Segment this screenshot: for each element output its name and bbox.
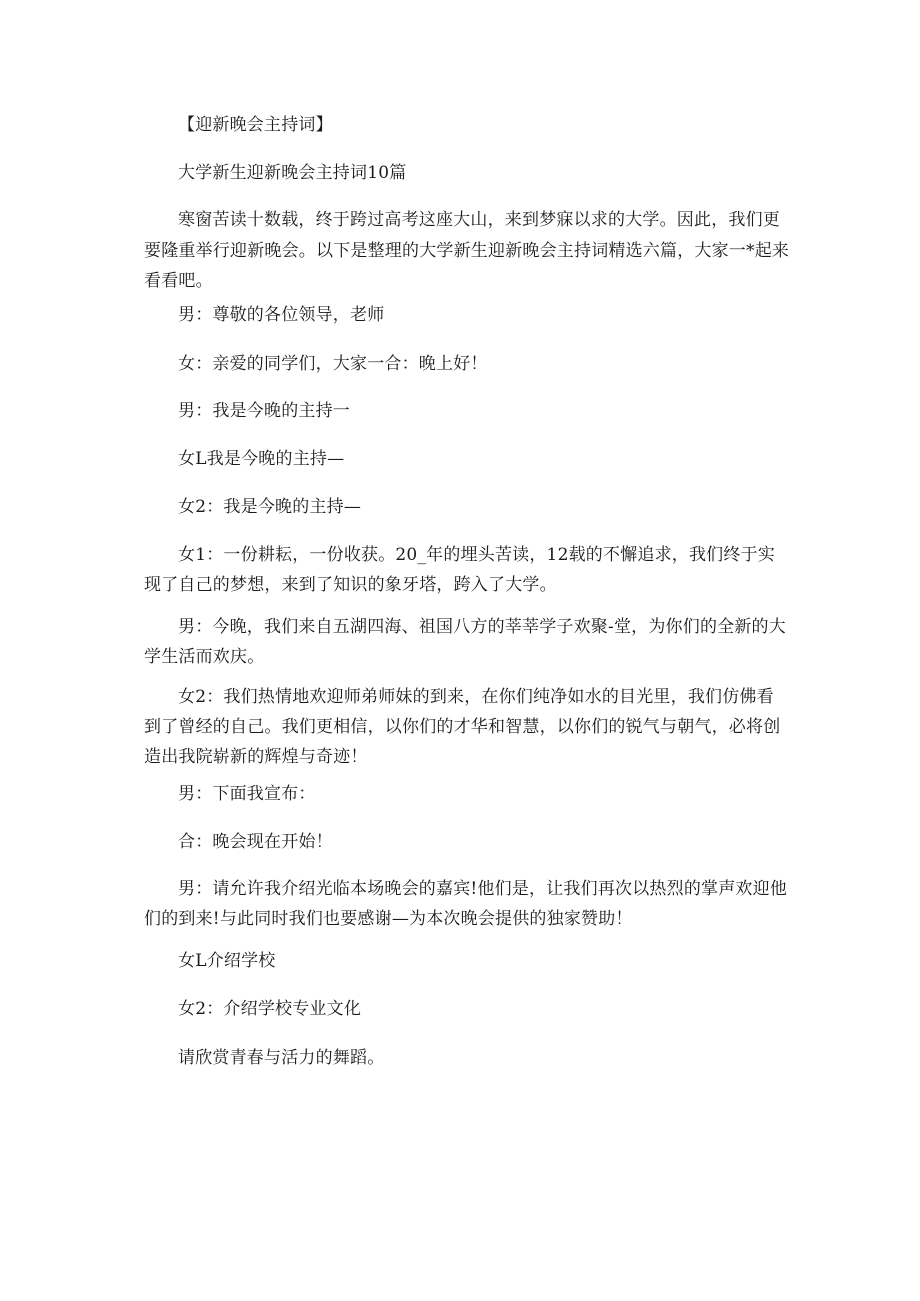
dialogue-line: 男：尊敬的各位领导，老师: [178, 305, 385, 325]
paragraph-line: 造出我院崭新的辉煌与奇迹！: [144, 747, 368, 767]
dialogue-line: 请欣赏青春与活力的舞蹈。: [178, 1048, 385, 1068]
dialogue-line: 女：亲爱的同学们，大家一合：晚上好！: [178, 354, 488, 374]
dialogue-line: 女2：我是今晚的主持—: [178, 497, 362, 517]
paragraph-line: 学生活而欢庆。: [144, 647, 265, 667]
paragraph-line: 女2：我们热情地欢迎师弟师妹的到来，在你们纯净如水的目光里，我们仿佛看: [178, 687, 774, 707]
paragraph-line: 女1：一份耕耘，一份收获。20_年的埋头苦读，12载的不懈追求，我们终于实: [178, 545, 775, 565]
paragraph-line: 男：今晚，我们来自五湖四海、祖国八方的莘莘学子欢聚-堂，为你们的全新的大: [178, 617, 786, 637]
document-heading: 【迎新晚会主持词】: [178, 115, 333, 135]
dialogue-line: 男：下面我宣布：: [178, 784, 316, 804]
dialogue-line: 女L我是今晚的主持—: [178, 449, 345, 469]
paragraph-line: 男：请允许我介绍光临本场晚会的嘉宾!他们是，让我们再次以热烈的掌声欢迎他: [178, 879, 788, 899]
paragraph-line: 看看吧。: [144, 271, 213, 291]
dialogue-line: 合：晚会现在开始！: [178, 832, 333, 852]
paragraph-line: 们的到来!与此同时我们也要感谢—为本次晚会提供的独家赞助！: [144, 909, 633, 929]
dialogue-line: 女L介绍学校: [178, 951, 276, 971]
dialogue-line: 女2：介绍学校专业文化: [178, 999, 362, 1019]
paragraph-line: 现了自己的梦想，来到了知识的象牙塔，跨入了大学。: [144, 575, 557, 595]
paragraph-line: 到了曾经的自己。我们更相信，以你们的才华和智慧，以你们的锐气与朝气，必将创: [144, 717, 781, 737]
paragraph-line: 寒窗苦读十数载，终于跨过高考这座大山，来到梦寐以求的大学。因此，我们更: [178, 210, 780, 230]
paragraph-line: 要隆重举行迎新晚会。以下是整理的大学新生迎新晚会主持词精选六篇，大家一*起来: [144, 241, 790, 261]
document-subtitle: 大学新生迎新晚会主持词10篇: [178, 163, 407, 183]
dialogue-line: 男：我是今晚的主持一: [178, 401, 350, 421]
